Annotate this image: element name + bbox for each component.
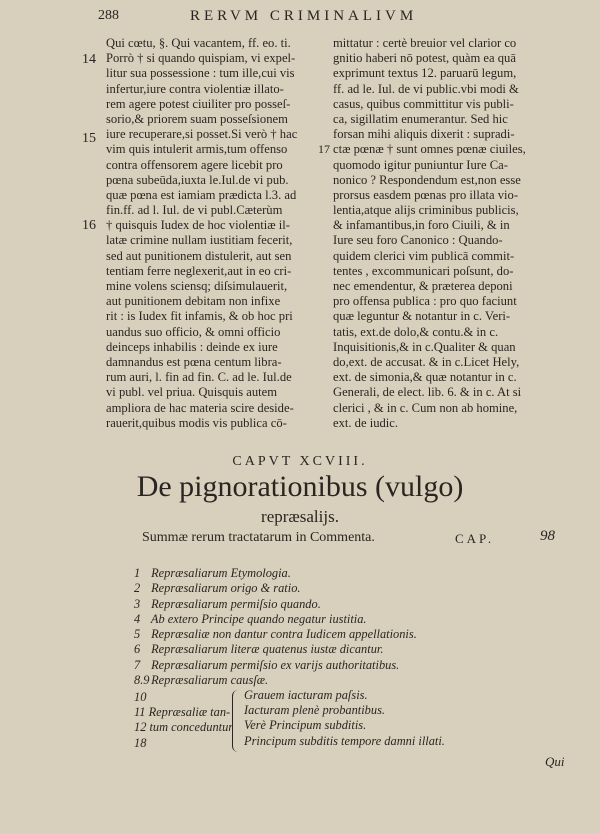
text-line: vim quis intulerit armis,tum offenso	[106, 142, 288, 157]
chapter-label: CAPVT XCVIII.	[232, 454, 368, 469]
text-line: rem agere potest ciuiliter pro posseſ-	[106, 96, 291, 111]
text-line: uandus suo officio, & omni officio	[106, 324, 281, 339]
text-line: Porrò † si quando quispiam, vi expel-	[106, 51, 296, 66]
text-line: ext. de simonia,& quæ notantur in c.	[333, 370, 517, 385]
summary-item-number: 4	[134, 611, 141, 626]
text-line: quidem clerici vim publicā commit-	[333, 248, 515, 263]
margin-number: 17	[318, 142, 330, 156]
summary-item-number: 1	[134, 566, 141, 580]
summary-item-text: Ab extero Principe quando negatur iustitia.	[148, 611, 367, 626]
text-line: pro offensa publica : pro quo faciunt	[333, 294, 517, 309]
summary-item-text: Repræsaliarum literæ quatenus iustæ dicantur.	[148, 642, 384, 657]
text-line: rauerit,quibus modis vis publica cō-	[106, 415, 287, 430]
chapter-title: De pignorationibus (vulgo)	[136, 470, 464, 503]
summary-item-number: 6	[134, 642, 141, 657]
text-line: Qui cœtu, §. Qui vacantem, ff. eo. ti.	[106, 36, 291, 50]
running-title: RERVM CRIMINALIVM	[190, 8, 418, 24]
cap-label: CAP.	[455, 531, 495, 546]
page-header	[0, 6, 600, 28]
summary-item	[134, 658, 417, 673]
summary-item	[134, 581, 417, 596]
summary-subitem-right: Grauem iacturam paſsis.	[244, 688, 368, 702]
text-line: quæ pœna est iamiam prædicta l.3. ad	[106, 187, 297, 202]
text-line: tentiam ferre neglexerit,aut in eo cri-	[106, 263, 292, 278]
text-line: do,ext. de accusat. & in c.Licet Hely,	[333, 354, 520, 369]
text-line: Iure seu foro Canonico : Quando-	[333, 233, 503, 248]
summary-item-text: Repræsaliarum permiſsio ex varijs authoritatibus.	[148, 657, 400, 672]
text-line: Inquisitionis,& in c.Qualiter & quan	[333, 339, 516, 354]
text-line: tatis, ext.de dolo,& contu.& in c.	[333, 324, 499, 339]
summary-subitem-left: 11 Repræsaliæ tan-	[134, 705, 231, 720]
text-line: pœna subeūda,iuxta le.Iul.de vi pub.	[106, 172, 289, 187]
summary-subitem-left: 18	[134, 735, 147, 750]
text-line: prorsus easdem pœnas pro illata vio-	[333, 187, 519, 202]
summary-item-number: 5	[134, 627, 141, 642]
text-line: contra offensorem agere licebit pro	[106, 157, 283, 172]
summary-item	[134, 597, 417, 612]
text-line: latæ crimine nullam iustitiam fecerit,	[106, 233, 293, 248]
text-line: rum auri, l. fin ad fin. C. ad le. Iul.de	[106, 370, 292, 385]
text-line: clerici , & in c. Cum non ab homine,	[333, 400, 518, 415]
margin-number: 15	[82, 131, 96, 146]
margin-number: 16	[82, 218, 96, 233]
summary-item-text: Repræsaliarum permiſsio quando.	[148, 596, 321, 611]
summary-item	[134, 627, 417, 642]
text-line: litur sua possessione : tum ille,cui vis	[106, 66, 295, 81]
text-line: rit : is Iudex fit infamis, & ob hoc pri	[106, 309, 293, 324]
summary-sublist-left	[134, 690, 233, 751]
summary-list	[134, 566, 417, 688]
text-line: gnitio haberi nō potest, quàm ea quā	[333, 51, 516, 66]
summary-item	[134, 566, 417, 581]
text-line: casus, quibus committitur vis publi-	[333, 96, 514, 111]
page-number: 288	[98, 8, 119, 23]
text-line: lentia,atque alijs criminibus publicis,	[333, 203, 519, 218]
text-line: deinceps inhabilis : deinde ex iure	[106, 339, 278, 354]
margin-number: 14	[82, 52, 96, 67]
summary-item	[134, 612, 417, 627]
text-line: ff. ad le. Iul. de vi public.vbi modi &	[333, 81, 519, 96]
summary-item-number: 2	[134, 581, 141, 596]
summary-item	[134, 642, 417, 657]
text-line: fin.ff. ad l. Iul. de vi publ.Cæterùm	[106, 203, 283, 218]
right-column	[333, 36, 571, 431]
cap-number: 98	[540, 528, 555, 544]
text-line: Generali, de elect. lib. 6. & in c. At si	[333, 385, 522, 400]
text-line: forsan mihi aliquis dixerit : supradi-	[333, 127, 515, 142]
text-line: mine volens sciensq; diſsimulauerit,	[106, 279, 288, 293]
summary-item-text: Repræsaliarum causſæ.	[148, 673, 269, 688]
summary-sublist-right	[244, 688, 445, 749]
text-line: sed aut punitionem distulerit, aut sen	[106, 248, 292, 263]
brace	[232, 690, 241, 752]
text-line: vi publ. vel priua. Quisquis autem	[106, 385, 278, 400]
summary-heading: Summæ rerum tractatarum in Commenta.	[142, 530, 375, 545]
chapter-subtitle: repræsalijs.	[261, 507, 339, 526]
text-line: aut punitionem debitam non infixe	[106, 294, 281, 309]
text-line: iure recuperare,si posset.Si verò † hac	[106, 127, 298, 142]
text-line: mittatur : certè breuior vel clarior co	[333, 36, 517, 50]
summary-subitem-right: Principum subditis tempore damni illati.	[244, 733, 445, 748]
summary-item-text: Repræsaliæ non dantur contra Iudicem appellationis.	[148, 627, 417, 642]
summary-subitem-right: Verè Principum subditis.	[244, 718, 367, 733]
summary-item-number: 3	[134, 596, 141, 611]
text-line: quæ leguntur & notantur in c. Veri-	[333, 309, 511, 324]
text-line: sorio,& priorem suam posseſsionem	[106, 111, 288, 126]
summary-item-number: 7	[134, 657, 141, 672]
text-line: infertur,iure contra violentiæ illato-	[106, 81, 284, 96]
text-line: ctæ pœnæ † sunt omnes pœnæ ciuiles,	[333, 142, 526, 157]
summary-item-text: Repræsaliarum origo & ratio.	[148, 581, 301, 596]
text-line: damnandus est pœna centum libra-	[106, 354, 282, 369]
text-line: ext. de iudic.	[333, 415, 399, 430]
summary-subitem-right: Iacturam plenè probantibus.	[244, 703, 385, 718]
text-line: nonico ? Respondendum est,non esse	[333, 172, 521, 187]
text-line: † quisquis Iudex de hoc violentiæ il-	[106, 218, 290, 233]
text-line: ca, sigillatim enumerantur. Sed hic	[333, 111, 508, 126]
text-line: tentes , excommunicari poſsunt, do-	[333, 263, 514, 278]
text-line: exprimunt textus 12. paruarū legum,	[333, 66, 517, 81]
text-line: ampliora de hac materia scire deside-	[106, 400, 294, 415]
text-line: quomodo igitur puniuntur Iure Ca-	[333, 157, 508, 172]
catchword: Qui	[545, 754, 565, 769]
text-line: & infamantibus,in foro Ciuili, & in	[333, 218, 510, 233]
summary-item-number: 8.9	[134, 673, 150, 688]
summary-item-text: Repræsaliarum Etymologia.	[148, 566, 291, 580]
summary-subitem-left: 12 tum conceduntur	[134, 720, 234, 735]
left-column	[106, 36, 328, 431]
text-line: nec emendentur, & præterea deponi	[333, 279, 513, 293]
summary-item	[134, 673, 417, 688]
summary-subitem-left: 10	[134, 690, 147, 704]
